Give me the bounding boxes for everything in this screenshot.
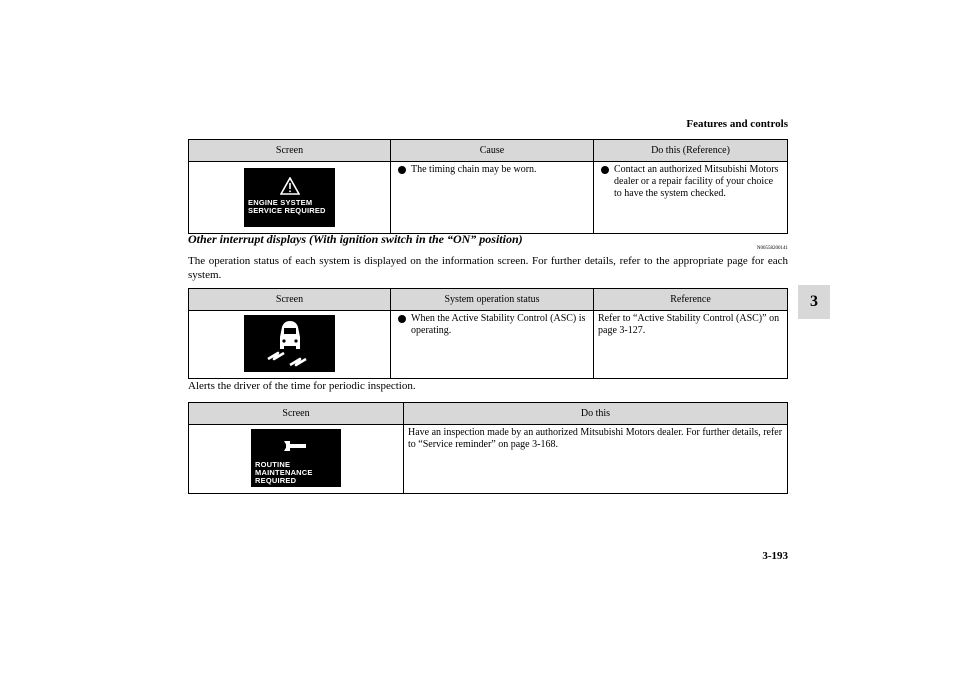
asc-skid-icon [244, 315, 335, 372]
page-header: Features and controls [686, 118, 788, 130]
icon-line-2: SERVICE REQUIRED [248, 206, 326, 215]
icon-line-1: ENGINE SYSTEM [248, 198, 313, 207]
section-code: N00558200141 [756, 246, 788, 251]
col-do-this-header: Do this [404, 403, 788, 425]
bullet-icon [398, 315, 406, 323]
asc-table [188, 288, 788, 379]
col-screen-header: Screen [189, 289, 391, 311]
maintenance-table [188, 402, 788, 494]
engine-system-table [188, 139, 788, 234]
screen-cell [189, 162, 391, 234]
cause-text: The timing chain may be worn. [411, 164, 537, 175]
screen-cell [189, 311, 391, 379]
col-screen-header: Screen [189, 140, 391, 162]
engine-system-service-icon [244, 168, 335, 227]
reference-cell [594, 311, 788, 379]
alert-text: Alerts the driver of the time for periodic inspection. [188, 380, 416, 392]
bullet-icon [601, 166, 609, 174]
col-screen-header: Screen [189, 403, 404, 425]
wrench-icon [284, 439, 308, 453]
icon-line-2: REQUIRED [255, 476, 297, 485]
cause-cell [391, 162, 594, 234]
routine-maintenance-icon [251, 429, 341, 487]
screen-cell [189, 425, 404, 494]
section-paragraph: The operation status of each system is displayed on the information screen. For further details, refer to the appropriate page for each system. [188, 255, 788, 281]
chapter-tab: 3 [798, 285, 830, 319]
col-status-header: System operation status [391, 289, 594, 311]
page-number: 3-193 [762, 550, 788, 562]
action-text: Contact an authorized Mitsubishi Motors dealer or a repair facility of your choice to have the system checked. [614, 164, 779, 199]
action-cell [404, 425, 788, 494]
action-cell [594, 162, 788, 234]
bullet-icon [398, 166, 406, 174]
reference-text: Refer to “Active Stability Control (ASC)” on page 3-127. [598, 313, 780, 336]
warning-triangle-icon [280, 177, 300, 195]
col-cause-header: Cause [391, 140, 594, 162]
status-text: When the Active Stability Control (ASC) is operating. [411, 313, 586, 336]
col-reference-header: Reference [594, 289, 788, 311]
action-text: Have an inspection made by an authorized Mitsubishi Motors dealer. For further details, refer to “Service reminder” on page 3-168. [408, 427, 783, 450]
col-action-header: Do this (Reference) [594, 140, 788, 162]
section-title: Other interrupt displays (With ignition switch in the “ON” position) [188, 232, 523, 246]
status-cell [391, 311, 594, 379]
icon-line-1: ROUTINE MAINTENANCE [255, 460, 313, 477]
